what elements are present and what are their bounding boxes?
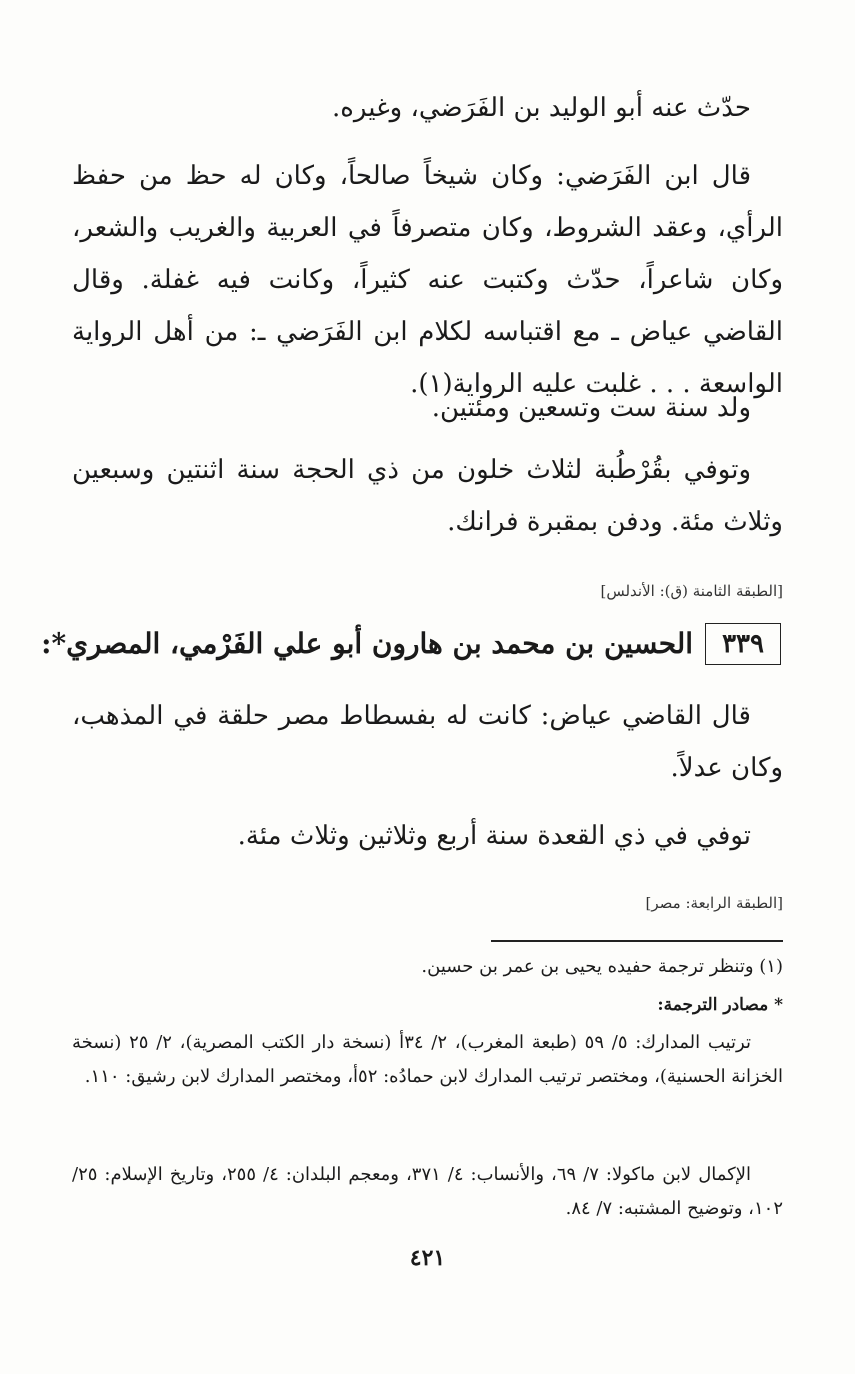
paragraph-birth: ولد سنة ست وتسعين ومئتين. (431, 393, 751, 423)
paragraph-death: وتوفي بقُرْطُبة لثلاث خلون من ذي الحجة سنة اثنتين وسبعين وثلاث مئة. ودفن بمقبرة فرانك. (72, 455, 783, 537)
tabaqa-tag-andalus: [الطبقة الثامنة (ق): الأندلس] (600, 582, 783, 600)
page-number: ٤٢١ (409, 1245, 446, 1271)
entry-title: الحسين بن محمد بن هارون أبو علي الفَرْمي، المصري*: (41, 627, 694, 660)
source-paragraph-2: الإكمال لابن ماكولا: ٧/ ٦٩، والأنساب: ٤/ ٣٧١، ومعجم البلدان: ٤/ ٢٥٥، وتاريخ الإسلام: ٢٥/ ١٠٢، وتوضيح المشتبه: ٧/ ٨٤. (72, 1164, 783, 1219)
paragraph-ibn-faradi-quote: قال ابن الفَرَضي: وكان شيخاً صالحاً، وكان له حظ من حفظ الرأي، وعقد الشروط، وكان متصرفاً في العربية والغريب والشعر، وكان شاعراً، حدّث وكتبت عنه كثيراً، وكانت فيه غفلة. وقال القاضي عياض ـ مع اقتباسه لكلام ابن الفَرَضي ـ: من أهل الرواية الواسعة . . . غلبت عليه الرواية(١). (72, 161, 783, 399)
tabaqa-tag-misr: [الطبقة الرابعة: مصر] (645, 894, 783, 912)
footnote-divider (491, 940, 783, 942)
footnote-1: (١) وتنظر ترجمة حفيده يحيى بن عمر بن حسين. (421, 956, 783, 977)
entry-number-box: ٣٣٩ (705, 623, 781, 665)
sources-heading: * مصادر الترجمة: (657, 995, 783, 1015)
entry-heading (41, 618, 781, 670)
paragraph-entry-death: توفي في ذي القعدة سنة أربع وثلاثين وثلاث مئة. (237, 821, 751, 851)
paragraph-qadi-iyad: قال القاضي عياض: كانت له بفسطاط مصر حلقة في المذهب، وكان عدلاً. (72, 701, 783, 783)
paragraph-hadath: حدّث عنه أبو الوليد بن الفَرَضي، وغيره. (331, 93, 751, 123)
source-paragraph-1: ترتيب المدارك: ٥/ ٥٩ (طبعة المغرب)، ٢/ ٣٤أ (نسخة دار الكتب المصرية)، ٢/ ٢٥ (نسخة الخزانة الحسنية)، ومختصر ترتيب المدارك لابن حمادُه: ٥٢أ، ومختصر المدارك لابن رشيق: ١١٠. (72, 1032, 783, 1087)
